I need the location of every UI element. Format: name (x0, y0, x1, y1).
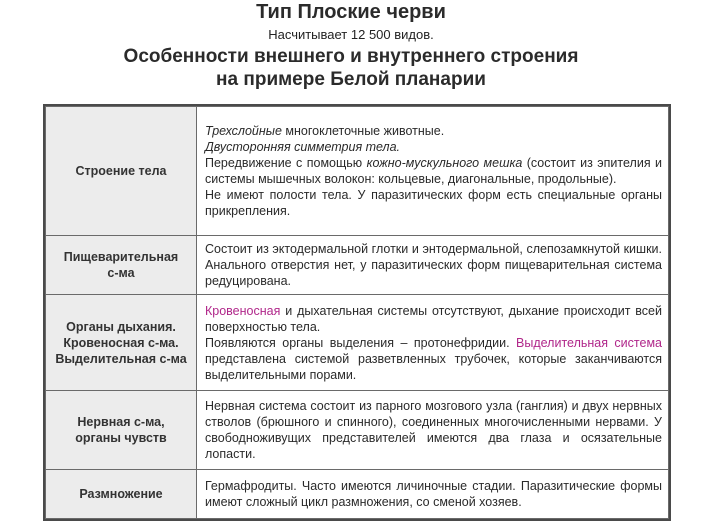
section-heading-line1: Особенности внешнего и внутреннего строения (123, 46, 579, 67)
description-line (205, 155, 662, 187)
text-span: представлена системой разветвленных трубочек, которые заканчиваются выделительными порами. (205, 351, 662, 382)
text-span: (состоит из эпителия и системы мышечных волокон: кольцевые, диагональные, продольные). (205, 156, 662, 186)
row-description (197, 107, 669, 236)
row-label (46, 391, 197, 470)
row-description (197, 295, 669, 391)
description-line (205, 303, 662, 335)
species-count: Насчитывает 12 500 видов. (268, 27, 434, 42)
italic-term: Двусторонняя симметрия тела. (205, 140, 401, 154)
description-line (205, 123, 662, 139)
row-label (46, 236, 197, 295)
row-label (46, 295, 197, 391)
row-label-line: Нервная с-ма, (77, 415, 165, 429)
section-heading (0, 45, 702, 91)
row-label-line: с-ма (107, 266, 135, 280)
text-span: и дыхательная системы отсутствуют, дыхание происходит всей поверхностью тела. (205, 303, 662, 334)
highlighted-term: Выделительная система (516, 335, 662, 350)
table-row (46, 295, 669, 391)
table-row (46, 107, 669, 236)
description-line (205, 187, 662, 219)
section-heading-line2: на примере Белой планарии (216, 69, 486, 90)
page-title: Тип Плоские черви (256, 1, 446, 23)
row-description (197, 470, 669, 519)
row-label-line: Органы дыхания. (66, 319, 176, 334)
text-span: Появляются органы выделения – протонефридии. (205, 335, 517, 350)
table-row (46, 391, 669, 470)
description-text: Гермафродиты. Часто имеются личиночные стадии. Паразитические формы имеют сложный цикл размножения, со сменой хозяев. (205, 479, 662, 509)
row-description (197, 391, 669, 470)
italic-term: Трехслойные (205, 124, 282, 138)
row-label: Строение тела (46, 107, 197, 236)
row-label-line: органы чувств (75, 431, 167, 445)
description-text: Состоит из эктодермальной глотки и энтодермальной, слепозамкнутой кишки. Анального отверстия нет, у паразитических форм пищеварительная система редуцирована. (205, 242, 662, 288)
structure-table (43, 104, 671, 521)
text-span: Передвижение с помощью (205, 156, 367, 170)
row-label: Размножение (46, 470, 197, 519)
row-label-line: Кровеносная с-ма. (63, 335, 179, 350)
row-label-line: Выделительная с-ма (55, 351, 187, 366)
table-row (46, 470, 669, 519)
row-label-line: Пищеварительная (63, 250, 179, 264)
description-text: Нервная система состоит из парного мозгового узла (ганглия) и двух нервных стволов (брюшного и спинного), соединенных многочисленными нервами. У свободноживущих представителей имеются два глаза и осязательные лопасти. (205, 399, 662, 461)
description-line (205, 139, 662, 155)
italic-term: кожно-мускульного мешка (366, 156, 523, 170)
text-span: Не имеют полости тела. У паразитических форм есть специальные органы прикрепления. (205, 188, 662, 218)
table-row (46, 236, 669, 295)
row-description (197, 236, 669, 295)
description-line (205, 335, 662, 383)
highlighted-term: Кровеносная (205, 303, 281, 318)
text-span: многоклеточные животные. (281, 124, 445, 138)
